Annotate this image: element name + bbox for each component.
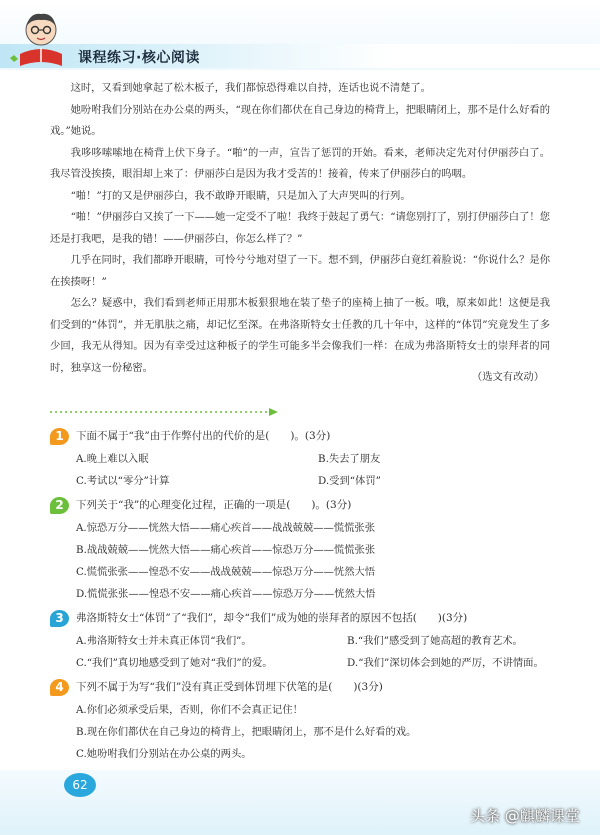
- question-stem: 下列关于“我”的心理变化过程，正确的一项是( )。(3分): [76, 499, 352, 511]
- passage-paragraph: 她吩咐我们分别站在办公桌的两头，“现在你们都伏在自己身边的椅背上，把眼睛闭上，那不是什么好看的戏。”她说。: [50, 103, 550, 137]
- page-header-title: 课程练习·核心阅读: [78, 50, 200, 66]
- option-d[interactable]: D.受到“体罚”: [318, 475, 381, 487]
- option-b[interactable]: B.战战兢兢——恍然大悟——痛心疾首——惊恐万分——慌慌张张: [76, 544, 376, 556]
- option-c[interactable]: C.“我们”真切地感受到了她对“我们”的爱。: [76, 657, 273, 669]
- question-number-badge: 2: [50, 497, 69, 514]
- option-b[interactable]: B.现在你们都伏在自己身边的椅背上，把眼睛闭上，那不是什么好看的戏。: [76, 726, 417, 738]
- dotted-arrow-divider: [50, 407, 280, 417]
- passage-paragraph: 几乎在同时，我们都睁开眼睛，可怜兮兮地对望了一下。想不到，伊丽莎白竟红着脸说：“你说什么？是你在挨揍呀！”: [50, 254, 550, 288]
- question-3: [50, 607, 560, 674]
- option-c[interactable]: C.慌慌张张——惶恐不安——战战兢兢——惊恐万分——恍然大悟: [76, 566, 376, 578]
- question-stem: 弗洛斯特女士“体罚”了“我们”，却令“我们”成为她的崇拜者的原因不包括( )(3分): [76, 612, 468, 624]
- watermark: 头条 @麒麟课堂: [470, 807, 580, 825]
- reading-passage: [50, 78, 550, 379]
- source-note: （选文有改动）: [471, 371, 544, 383]
- question-stem: 下列不属于为写“我们”没有真正受到体罚埋下伏笔的是( )(3分): [76, 681, 383, 693]
- option-a[interactable]: A.惊恐万分——恍然大悟——痛心疾首——战战兢兢——慌慌张张: [76, 522, 376, 534]
- option-c[interactable]: C.她吩咐我们分别站在办公桌的两头。: [76, 748, 252, 760]
- question-number-badge: 3: [50, 610, 69, 627]
- question-stem: 下面不属于“我”由于作弊付出的代价的是( )。(3分): [76, 430, 331, 442]
- reading-kid-mascot-icon: [8, 10, 74, 68]
- option-a[interactable]: A.弗洛斯特女士并未真正体罚“我们”。: [76, 635, 252, 647]
- option-d[interactable]: D.慌慌张张——惶恐不安——痛心疾首——惊恐万分——恍然大悟: [76, 588, 376, 600]
- passage-paragraph: 这时，又看到她拿起了松木板子，我们都惊恐得难以自持，连话也说不清楚了。: [70, 82, 431, 94]
- question-number-badge: 1: [50, 428, 69, 445]
- passage-paragraph: “啪！”打的又是伊丽莎白，我不敢睁开眼睛，只是加入了大声哭叫的行列。: [70, 189, 411, 202]
- option-d[interactable]: D.“我们”深切体会到她的严厉，不讲情面。: [347, 657, 544, 669]
- option-b[interactable]: B.“我们”感受到了她高超的教育艺术。: [347, 635, 523, 647]
- passage-paragraph: “啪！”伊丽莎白又挨了一下——她一定受不了啦！我终于鼓起了勇气：“请您别打了，别打伊丽莎白了！您还是打我吧，是我的错！——伊丽莎白，你怎么样了？”: [50, 211, 550, 245]
- question-1: [50, 425, 560, 492]
- option-a[interactable]: A.晚上难以入眠: [76, 453, 149, 465]
- page-number: 62: [64, 773, 96, 797]
- question-list: [50, 425, 560, 789]
- passage-paragraph: 我哆哆嗦嗦地在椅背上伏下身子。“啪”的一声，宣告了惩罚的开始。看来，老师决定先对付伊丽莎白了。我尽管没挨揍，眼泪却上来了：伊丽莎白是因为我才受苦的！接着，传来了伊丽莎白的呜咽。: [50, 146, 550, 180]
- option-c[interactable]: C.考试以“零分”计算: [76, 475, 170, 487]
- option-b[interactable]: B.失去了朋友: [318, 453, 381, 465]
- option-a[interactable]: A.你们必须承受后果，否则，你们不会真正记住！: [76, 704, 303, 716]
- passage-paragraph: 怎么？疑惑中，我们看到老师正用那木板狠狠地在装了垫子的座椅上抽了一板。哦，原来如此！这便是我们受到的“体罚”，并无肌肤之痛，却记忆至深。在弗洛斯特女士任教的几十年中，这样的“体罚”究竟发生了多少回，我无从得知。因为有幸受过这种板子的学生可能多半会像我们一样：在成为弗洛斯特女士的崇拜者的同时，独享这一份秘密。: [50, 297, 550, 374]
- question-2: [50, 494, 560, 605]
- question-number-badge: 4: [50, 679, 69, 696]
